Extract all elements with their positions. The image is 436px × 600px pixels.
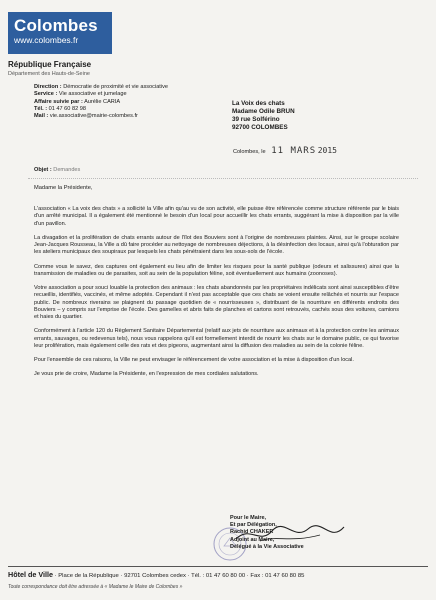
body-paragraph: Votre association a pour souci louable la protection des animaux : les chats abandonnés par les propriétaires indélicats sont ainsi susceptibles d'être recueillis, identifiés, vaccinés, et même adoptés. Cependant il n'est pas acceptable que ces chats se voient ensuite relâchés et nourris sur l'espace public. De nombreux riverains se plaignent du passage quotidien de « nourrisseuses », distribuant de la nourriture en différents endroits des Bouviers – y compris sur l'emprise de l'école. Des gamelles et abris faits de planches et cartons sont retrouvés, cachés sous des voitures, camions et haies du quartier. xyxy=(34,285,399,320)
letter-body xyxy=(34,206,399,386)
subject-label: Objet : xyxy=(34,167,52,173)
subject-value: Demandes xyxy=(53,167,81,173)
footer-divider xyxy=(8,566,428,567)
tel-value: 01 47 60 82 98 xyxy=(48,105,86,112)
footer xyxy=(8,570,433,581)
body-paragraph: Comme vous le savez, des captures ont également eu lieu afin de limiter les risques pour la santé publique (odeurs et salissures) ainsi que la transmission de maladies ou de parasites, soit au sein de la population féline, soit éventuellement aux humains (zoonoses). xyxy=(34,263,399,277)
affaire-label: Affaire suivie par : xyxy=(34,98,83,105)
recipient-line: Madame Odile BRUN xyxy=(232,108,295,115)
signature-line: Rachid CHAKER xyxy=(230,529,274,536)
body-paragraph: Conformément à l'article 120 du Règlement Sanitaire Départemental (relatif aux jets de nourriture aux animaux et à la protection contre les animaux errants, sauvages, ou redevenus tels), nous vous rappelons qu'il est formellement interdit de nourrir les chats sur le domaine public, ce qui favorise leur prolifération, mais également celle des rats et des pigeons, augmentant ainsi la diffusion des maladies au sein de la colonie féline. xyxy=(34,328,399,349)
signature-line: Délégué à la Vie Associative xyxy=(230,543,304,550)
logo-name: Colombes xyxy=(14,16,98,35)
direction-label: Direction : xyxy=(34,84,62,90)
dotted-divider xyxy=(28,178,418,179)
salutation: Madame la Présidente, xyxy=(34,185,93,191)
recipient-line: 39 rue Solférino xyxy=(232,116,280,123)
subject-line xyxy=(34,166,80,174)
logo-website: www.colombes.fr xyxy=(14,35,79,45)
republic-title: République Française xyxy=(8,60,92,69)
recipient-line: La Voix des chats xyxy=(232,100,285,107)
service-label: Service : xyxy=(34,91,58,98)
body-paragraph: Je vous prie de croire, Madame la Présidente, en l'expression de mes cordiales salutations. xyxy=(34,371,259,378)
body-paragraph: L'association « La voix des chats » a sollicité la Ville afin qu'au vu de son activité, elle puisse être référencée comme structure référente par le biais d'un arrêté municipal. Il a également été mentionné le besoin d'un local pour accueillir les chats errants, suggérant la mise à disposition par la ville d'un pavillon. xyxy=(34,206,399,227)
republic-header xyxy=(8,60,158,78)
body-paragraph: Pour l'ensemble de ces raisons, la Ville ne peut envisager le référencement de votre association et la mise à disposition d'un local. xyxy=(34,357,354,363)
signature-line: Et par Délégation, xyxy=(230,522,277,529)
footer-hotel: Hôtel de Ville xyxy=(8,570,54,579)
affaire-value: Aurélie CARIA xyxy=(84,98,121,105)
date-prefix: Colombes, le xyxy=(233,149,266,155)
department-name: Département des Hauts-de-Seine xyxy=(8,71,90,77)
service-value: Vie associative et jumelage xyxy=(58,91,127,98)
body-paragraph: La divagation et la prolifération de chats errants autour de l'îlot des Bouviers sont à l'origine de nombreuses plaintes. Ainsi, sur le groupe scolaire Jean-Jacques Rousseau, la Ville a dû faire procéder au nettoyage de nombreuses déjections, à la désinfection des locaux, ainsi qu'à l'obturation par les ateliers municipaux des soupiraux par lesquels les chats pénétraient dans les sous-sols de l'école. xyxy=(34,234,399,256)
recipient-line: 92700 COLOMBES xyxy=(232,124,288,131)
tel-label: Tél. : xyxy=(34,105,48,112)
date-line xyxy=(233,146,337,157)
colombes-logo xyxy=(8,12,112,54)
handwritten-signature-icon xyxy=(230,521,350,547)
date-year: 2015 xyxy=(317,146,337,155)
footer-address: · Place de la République · 92701 Colombes cedex · Tél. : 01 47 60 80 00 · Fax : 01 47 60 80 85 xyxy=(53,573,305,579)
date-stamp: 11 MARS xyxy=(271,146,317,156)
signature-line: Adjoint au Maire, xyxy=(230,536,275,543)
footer-note: Toute correspondance doit être adressée à « Madame le Maire de Colombes » xyxy=(8,584,183,590)
mail-value: vie.associative@mairie-colombes.fr xyxy=(49,113,138,120)
direction-value: Démocratie de proximité et vie associative xyxy=(63,84,169,90)
signature-line: Pour le Maire, xyxy=(230,515,267,521)
mail-label: Mail : xyxy=(34,113,49,120)
recipient-address xyxy=(232,100,412,132)
signature-block xyxy=(230,515,370,551)
